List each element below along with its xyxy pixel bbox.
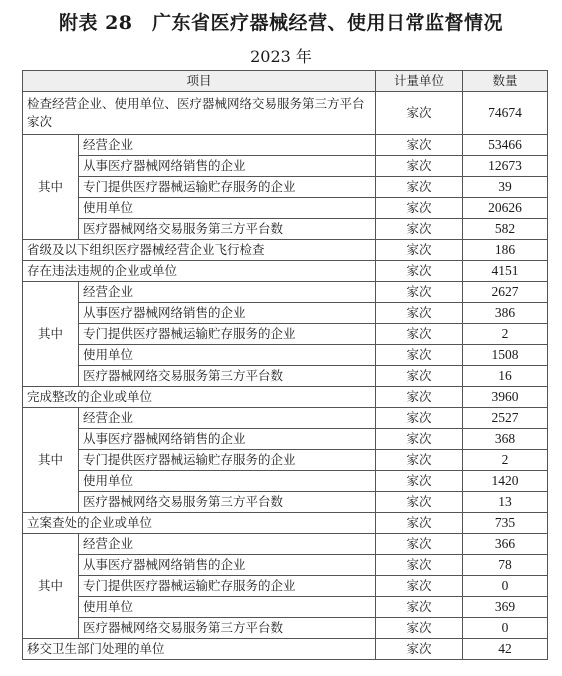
row-value: 2627: [463, 282, 548, 303]
row-unit: 家次: [376, 534, 463, 555]
row-unit: 家次: [376, 261, 463, 282]
supervision-table: [22, 70, 548, 660]
row-unit: 家次: [376, 177, 463, 198]
row-value: 2: [463, 324, 548, 345]
row-label: 立案查处的企业或单位: [23, 513, 376, 534]
table-row: [23, 639, 548, 660]
table-row: [23, 471, 548, 492]
table-row: [23, 219, 548, 240]
row-unit: 家次: [376, 639, 463, 660]
row-unit: 家次: [376, 618, 463, 639]
table-row: [23, 366, 548, 387]
header-unit: 计量单位: [376, 71, 463, 92]
table-row: [23, 408, 548, 429]
row-label: 经营企业: [79, 282, 376, 303]
table-row: [23, 261, 548, 282]
row-unit: 家次: [376, 198, 463, 219]
row-label: 医疗器械网络交易服务第三方平台数: [79, 492, 376, 513]
row-unit: 家次: [376, 387, 463, 408]
table-row: [23, 576, 548, 597]
table-row: [23, 534, 548, 555]
row-label: 使用单位: [79, 345, 376, 366]
row-label: 从事医疗器械网络销售的企业: [79, 555, 376, 576]
row-label: 医疗器械网络交易服务第三方平台数: [79, 219, 376, 240]
group-label: 其中: [23, 282, 79, 387]
row-label: 专门提供医疗器械运输贮存服务的企业: [79, 177, 376, 198]
table-row: [23, 135, 548, 156]
row-unit: 家次: [376, 219, 463, 240]
header-row: [23, 71, 548, 92]
row-value: 386: [463, 303, 548, 324]
row-label: 使用单位: [79, 471, 376, 492]
table-row: [23, 387, 548, 408]
row-value: 4151: [463, 261, 548, 282]
row-label: 专门提供医疗器械运输贮存服务的企业: [79, 324, 376, 345]
row-value: 13: [463, 492, 548, 513]
table-row: [23, 177, 548, 198]
row-label: 专门提供医疗器械运输贮存服务的企业: [79, 576, 376, 597]
row-unit: 家次: [376, 576, 463, 597]
row-label: 从事医疗器械网络销售的企业: [79, 429, 376, 450]
row-unit: 家次: [376, 492, 463, 513]
row-value: 1508: [463, 345, 548, 366]
row-value: 16: [463, 366, 548, 387]
row-label: 经营企业: [79, 534, 376, 555]
table-row: [23, 92, 548, 135]
group-label: 其中: [23, 135, 79, 240]
row-value: 78: [463, 555, 548, 576]
row-value: 20626: [463, 198, 548, 219]
row-label: 使用单位: [79, 198, 376, 219]
row-label: 经营企业: [79, 408, 376, 429]
table-row: [23, 282, 548, 303]
row-unit: 家次: [376, 471, 463, 492]
row-unit: 家次: [376, 555, 463, 576]
row-value: 12673: [463, 156, 548, 177]
row-unit: 家次: [376, 597, 463, 618]
row-value: 42: [463, 639, 548, 660]
group-label: 其中: [23, 408, 79, 513]
row-label: 使用单位: [79, 597, 376, 618]
table-row: [23, 492, 548, 513]
row-unit: 家次: [376, 156, 463, 177]
table-row: [23, 156, 548, 177]
table-title: 附表 28 广东省医疗器械经营、使用日常监督情况: [58, 12, 504, 34]
row-value: 3960: [463, 387, 548, 408]
row-label: 检查经营企业、使用单位、医疗器械网络交易服务第三方平台家次: [23, 92, 376, 135]
row-value: 2527: [463, 408, 548, 429]
row-value: 735: [463, 513, 548, 534]
row-unit: 家次: [376, 92, 463, 135]
row-unit: 家次: [376, 135, 463, 156]
table-row: [23, 597, 548, 618]
row-label: 从事医疗器械网络销售的企业: [79, 303, 376, 324]
row-unit: 家次: [376, 345, 463, 366]
row-value: 368: [463, 429, 548, 450]
row-unit: 家次: [376, 513, 463, 534]
row-unit: 家次: [376, 282, 463, 303]
row-unit: 家次: [376, 366, 463, 387]
row-unit: 家次: [376, 240, 463, 261]
row-unit: 家次: [376, 324, 463, 345]
table-row: [23, 555, 548, 576]
row-unit: 家次: [376, 303, 463, 324]
row-label: 专门提供医疗器械运输贮存服务的企业: [79, 450, 376, 471]
header-item: 项目: [23, 71, 376, 92]
row-label: 移交卫生部门处理的单位: [23, 639, 376, 660]
row-label: 医疗器械网络交易服务第三方平台数: [79, 366, 376, 387]
header-qty: 数量: [463, 71, 548, 92]
row-value: 186: [463, 240, 548, 261]
row-value: 39: [463, 177, 548, 198]
table-year: 2023 年: [250, 47, 312, 66]
row-value: 74674: [463, 92, 548, 135]
row-value: 0: [463, 576, 548, 597]
table-row: [23, 303, 548, 324]
table-row: [23, 345, 548, 366]
table-row: [23, 198, 548, 219]
row-value: 53466: [463, 135, 548, 156]
row-value: 366: [463, 534, 548, 555]
row-unit: 家次: [376, 429, 463, 450]
table-row: [23, 618, 548, 639]
row-label: 存在违法违规的企业或单位: [23, 261, 376, 282]
row-value: 0: [463, 618, 548, 639]
row-label: 医疗器械网络交易服务第三方平台数: [79, 618, 376, 639]
row-value: 369: [463, 597, 548, 618]
row-label: 经营企业: [79, 135, 376, 156]
table-row: [23, 513, 548, 534]
row-unit: 家次: [376, 408, 463, 429]
row-label: 完成整改的企业或单位: [23, 387, 376, 408]
table-row: [23, 240, 548, 261]
row-value: 582: [463, 219, 548, 240]
row-label: 省级及以下组织医疗器械经营企业飞行检查: [23, 240, 376, 261]
row-value: 1420: [463, 471, 548, 492]
row-value: 2: [463, 450, 548, 471]
row-unit: 家次: [376, 450, 463, 471]
table-row: [23, 429, 548, 450]
table-row: [23, 324, 548, 345]
table-row: [23, 450, 548, 471]
group-label: 其中: [23, 534, 79, 639]
row-label: 从事医疗器械网络销售的企业: [79, 156, 376, 177]
